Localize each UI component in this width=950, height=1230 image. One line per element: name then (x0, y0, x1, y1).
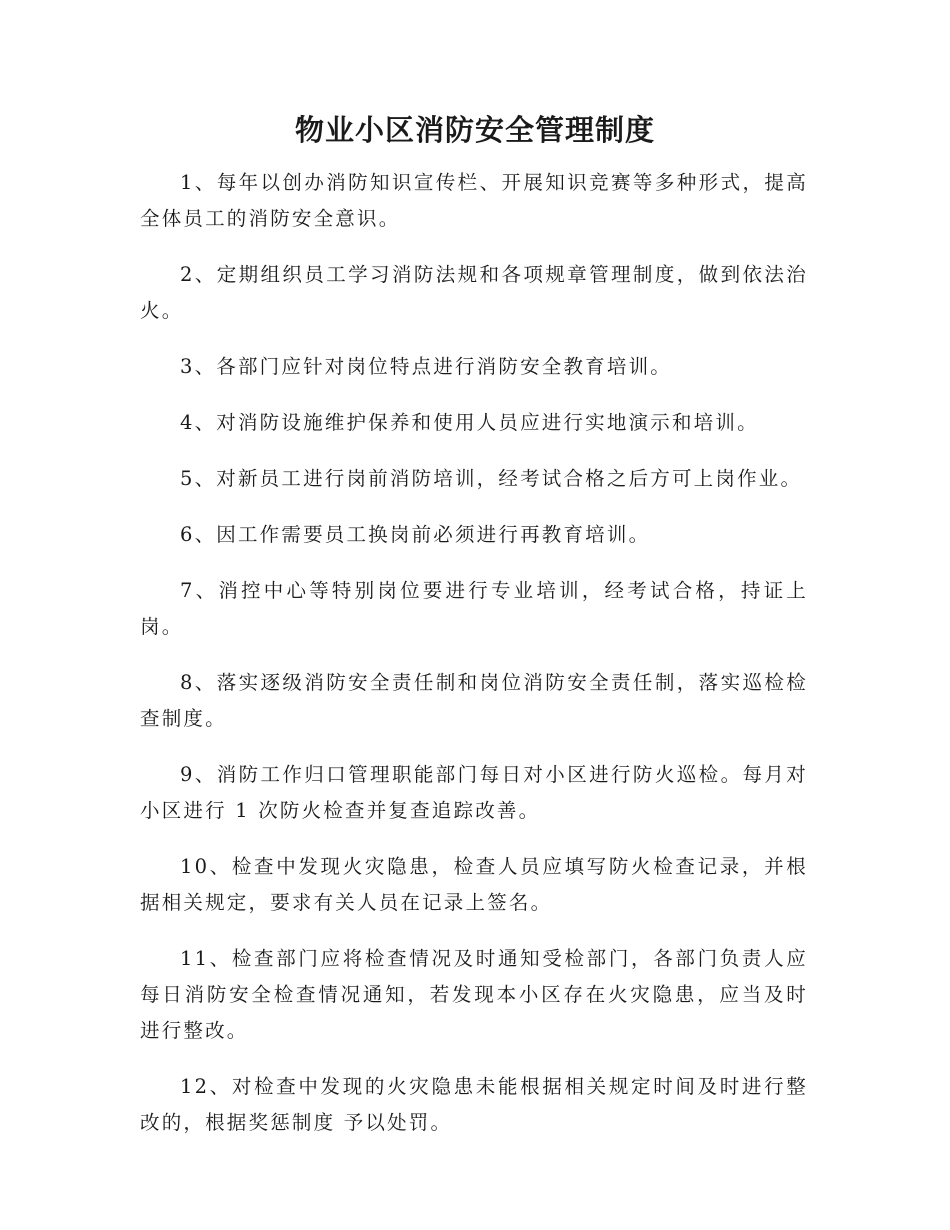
paragraph-6: 6、因工作需要员工换岗前必须进行再教育培训。 (179, 523, 651, 546)
document-body (140, 165, 808, 1161)
paragraph-2: 2、定期组织员工学习消防法规和各项规章管理制度，做到依法治火。 (140, 263, 808, 322)
paragraph-8: 8、落实逐级消防安全责任制和岗位消防安全责任制，落实巡检检查制度。 (140, 671, 808, 730)
paragraph-7: 7、消控中心等特别岗位要进行专业培训，经考试合格，持证上岗。 (140, 579, 808, 638)
paragraph-9: 9、消防工作归口管理职能部门每日对小区进行防火巡检。每月对小区进行 1 次防火检查并复查追踪改善。 (140, 763, 808, 822)
document-title: 物业小区消防安全管理制度 (294, 113, 655, 147)
paragraph-10: 10、检查中发现火灾隐患，检查人员应填写防火检查记录，并根据相关规定，要求有关人员在记录上签名。 (140, 855, 808, 914)
paragraph-1: 1、每年以创办消防知识宣传栏、开展知识竞赛等多种形式，提高全体员工的消防安全意识。 (140, 171, 808, 230)
paragraph-3: 3、各部门应针对岗位特点进行消防安全教育培训。 (179, 355, 672, 378)
paragraph-12: 12、对检查中发现的火灾隐患未能根据相关规定时间及时进行整改的，根据奖惩制度 予以处罚。 (140, 1075, 808, 1134)
paragraph-4: 4、对消防设施维护保养和使用人员应进行实地演示和培训。 (179, 411, 759, 434)
paragraph-5: 5、对新员工进行岗前消防培训，经考试合格之后方可上岗作业。 (179, 467, 803, 490)
paragraph-11: 11、检查部门应将检查情况及时通知受检部门，各部门负责人应每日消防安全检查情况通知，若发现本小区存在火灾隐患，应当及时进行整改。 (140, 947, 808, 1042)
